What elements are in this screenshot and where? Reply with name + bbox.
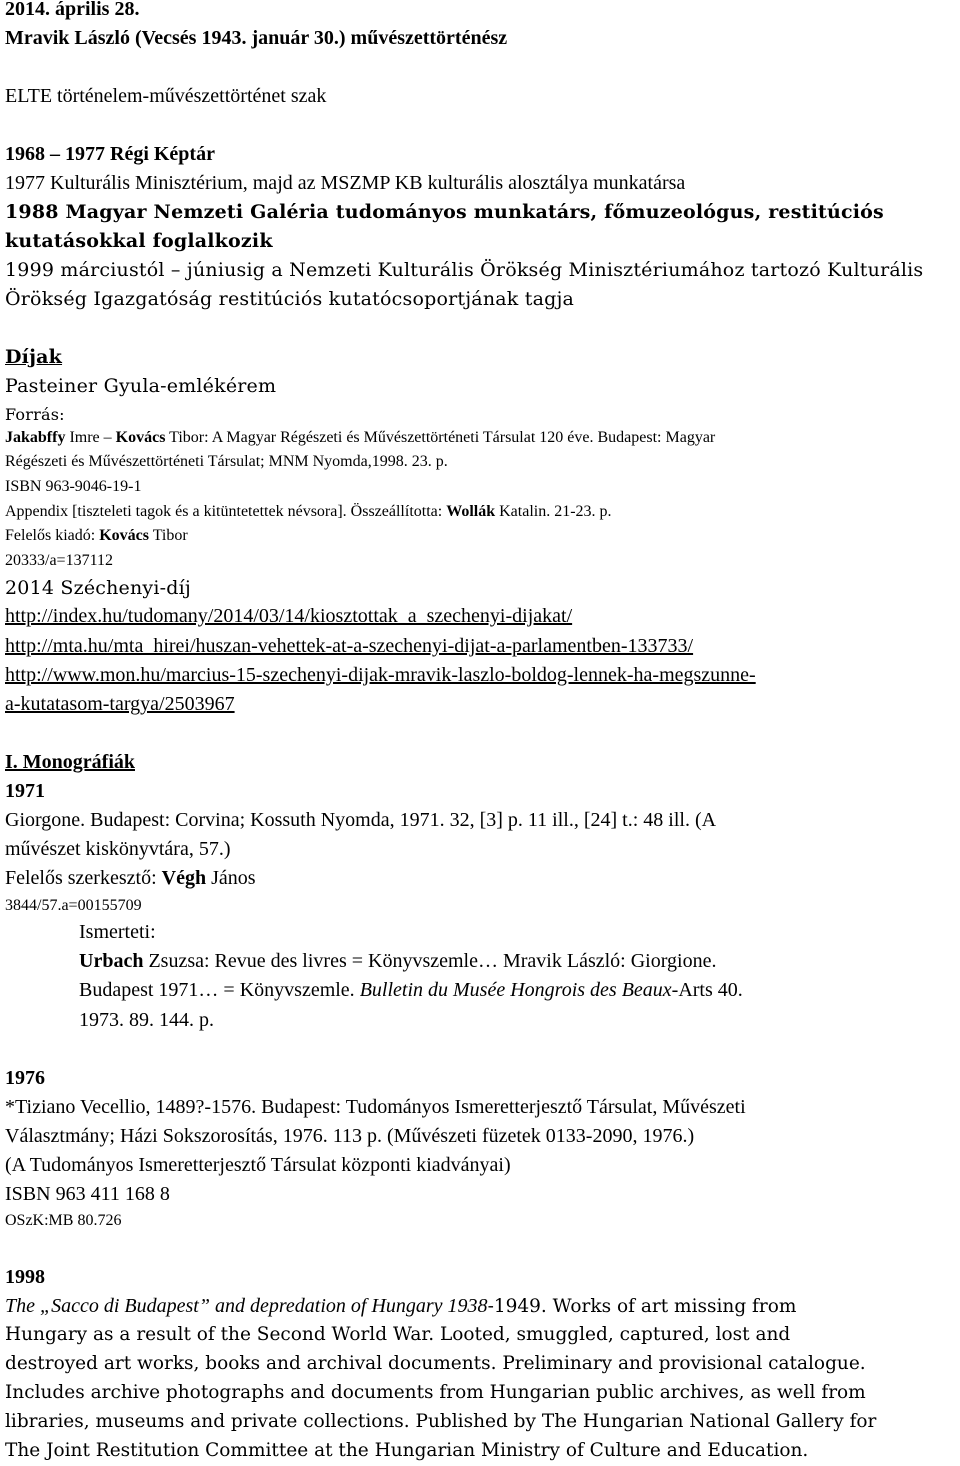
reference-link[interactable]	[5, 604, 572, 628]
reference-link-anchor[interactable]: http://index.hu/tudomany/2014/03/14/kiosztottak_a_szechenyi-dijakat/	[5, 605, 573, 627]
journal-title: Bulletin du Musée Hongrois des Beaux	[359, 979, 672, 1001]
bibliography-entry: *Tiziano Vecellio, 1489?-1576. Budapest: Tudományos Ismeretterjesztő Társulat, Művészeti	[5, 1096, 746, 1118]
source-citation	[5, 428, 715, 448]
award-item: Pasteiner Gyula-emlékérem	[5, 375, 277, 397]
career-line: Örökség Igazgatóság restitúciós kutatócsoportjának tagja	[5, 288, 575, 310]
career-line: 1977 Kulturális Minisztérium, majd az MSZMP KB kulturális alosztálya munkatársa	[5, 172, 686, 194]
year-heading-1998: 1998	[5, 1266, 45, 1288]
author-surname: Kovács	[115, 429, 166, 446]
review-label: Ismerteti:	[79, 921, 156, 943]
person-name-line: Mravik László (Vecsés 1943. január 30.) művészettörténész	[5, 27, 508, 49]
citation-text: Tibor: A Magyar Régészeti és Művészettörténeti Társulat 120 éve. Budapest: Magyar	[165, 429, 716, 446]
publisher-surname: Kovács	[99, 527, 149, 544]
bibliography-entry: libraries, museums and private collections. Published by The Hungarian National Gallery for	[5, 1411, 877, 1432]
source-label: Forrás:	[5, 405, 65, 424]
appendix-text: Appendix [tiszteleti tagok és a kitüntetettek névsora]. Összeállította:	[5, 503, 447, 520]
award-item: 2014 Széchenyi-díj	[5, 577, 191, 599]
monographs-heading: I. Monográfiák	[5, 751, 135, 773]
bibliography-entry: destroyed art works, books and archival documents. Preliminary and provisional catalogue.	[5, 1353, 866, 1374]
reference-link[interactable]	[5, 663, 756, 687]
career-line: kutatásokkal foglalkozik	[5, 230, 273, 252]
editor-label: Felelős szerkesztő:	[5, 867, 162, 889]
book-description: -1949. Works of art missing from	[487, 1296, 797, 1317]
career-line: 1999 márciustól – júniusig a Nemzeti Kulturális Örökség Minisztériumához tartozó Kulturális	[5, 259, 924, 281]
career-line: 1988 Magyar Nemzeti Galéria tudományos munkatárs, főmuzeológus, restitúciós	[5, 201, 884, 223]
year-heading-1971: 1971	[5, 780, 45, 802]
appendix-text: Katalin. 21-23. p.	[495, 503, 612, 520]
editor-firstname: János	[206, 867, 256, 889]
review-text: -Arts 40.	[671, 979, 743, 1001]
awards-heading: Díjak	[5, 346, 63, 368]
bibliography-entry	[5, 1294, 796, 1319]
source-citation-cont: Régészeti és Művészettörténeti Társulat; MNM Nyomda,1998. 23. p.	[5, 453, 448, 470]
call-number: 3844/57.a=00155709	[5, 897, 142, 914]
editor-line	[5, 866, 256, 890]
call-number: OSzK:MB 80.726	[5, 1212, 122, 1229]
document-date: 2014. április 28.	[5, 0, 140, 20]
bibliography-entry: művészet kiskönyvtára, 57.)	[5, 838, 231, 860]
reference-link[interactable]	[5, 692, 235, 716]
editor-surname: Végh	[161, 867, 207, 889]
year-heading-1976: 1976	[5, 1067, 45, 1089]
education-line: ELTE történelem-művészettörténet szak	[5, 85, 327, 107]
bibliography-entry: The Joint Restitution Committee at the Hungarian Ministry of Culture and Education.	[5, 1440, 809, 1461]
isbn-line: ISBN 963 411 168 8	[5, 1183, 170, 1205]
publisher-line	[5, 526, 188, 546]
review-text: Budapest 1971… = Könyvszemle.	[79, 979, 360, 1001]
review-entry: 1973. 89. 144. p.	[79, 1009, 214, 1031]
bibliography-entry: Választmány; Házi Sokszorosítás, 1976. 113 p. (Művészeti füzetek 0133-2090, 1976.)	[5, 1125, 695, 1147]
reference-link-anchor[interactable]: http://www.mon.hu/marcius-15-szechenyi-dijak-mravik-laszlo-boldog-lennek-ha-megszunne-	[5, 664, 756, 686]
call-number: 20333/a=137112	[5, 552, 113, 569]
appendix-line	[5, 502, 612, 522]
citation-text: Imre –	[65, 429, 116, 446]
review-entry	[79, 949, 716, 973]
career-line: 1968 – 1977 Régi Képtár	[5, 143, 215, 165]
review-text: Zsuzsa: Revue des livres = Könyvszemle… Mravik László: Giorgione.	[143, 950, 717, 972]
bibliography-entry: Giorgone. Budapest: Corvina; Kossuth Nyomda, 1971. 32, [3] p. 11 ill., [24] t.: 48 ill. (A	[5, 809, 717, 831]
author-surname: Jakabffy	[5, 429, 66, 446]
bibliography-entry: Hungary as a result of the Second World War. Looted, smuggled, captured, lost and	[5, 1324, 791, 1345]
reference-link[interactable]	[5, 634, 693, 658]
isbn-line: ISBN 963-9046-19-1	[5, 478, 142, 495]
bibliography-entry: (A Tudományos Ismeretterjesztő Társulat központi kiadványai)	[5, 1154, 511, 1176]
reference-link-anchor[interactable]: a-kutatasom-targya/2503967	[5, 693, 235, 715]
book-title: The „Sacco di Budapest” and depredation of Hungary 1938	[5, 1295, 488, 1317]
bibliography-entry: Includes archive photographs and documents from Hungarian public archives, as well from	[5, 1382, 866, 1403]
compiler-surname: Wollák	[446, 503, 496, 520]
review-entry	[79, 978, 743, 1002]
reviewer-surname: Urbach	[79, 950, 144, 972]
publisher-firstname: Tibor	[149, 527, 188, 544]
reference-link-anchor[interactable]: http://mta.hu/mta_hirei/huszan-vehettek-at-a-szechenyi-dijat-a-parlamentben-133733/	[5, 635, 694, 657]
publisher-label: Felelős kiadó:	[5, 527, 100, 544]
